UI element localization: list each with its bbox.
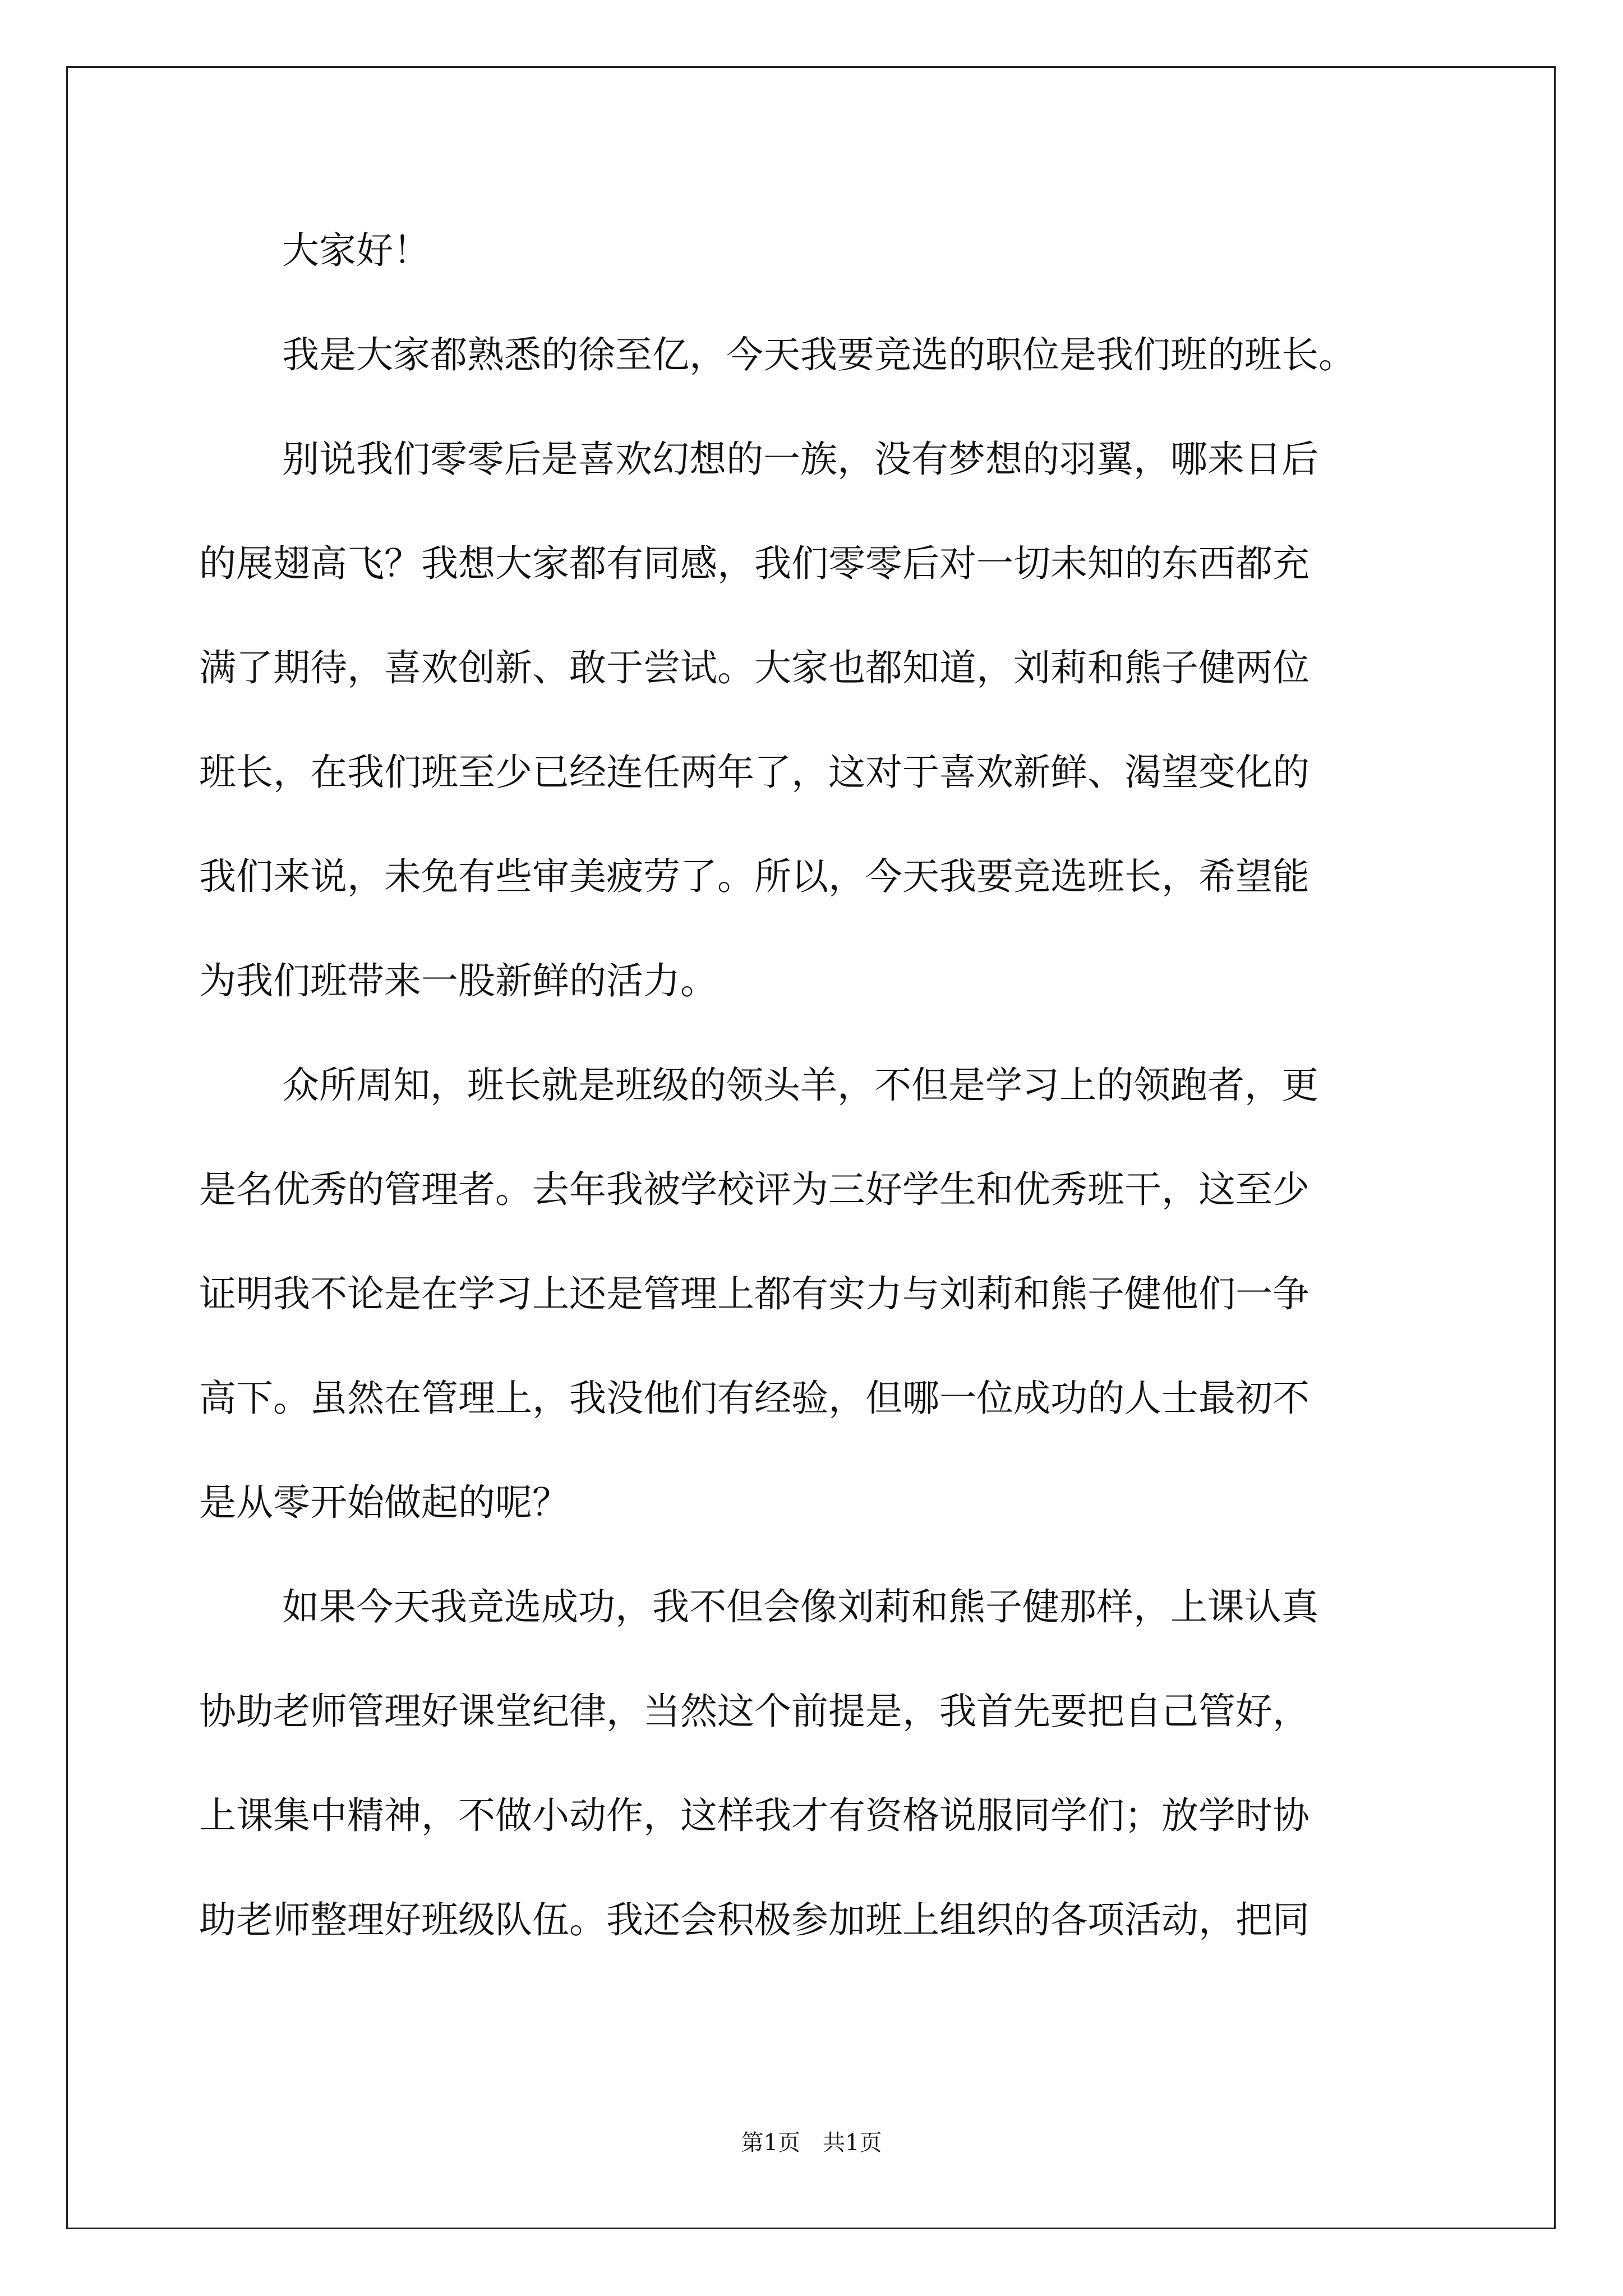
paragraph-line: 的展翅高飞？我想大家都有同感，我们零零后对一切未知的东西都充 <box>199 542 1310 585</box>
paragraph-line: 高下。虽然在管理上，我没他们有经验，但哪一位成功的人士最初不 <box>199 1377 1310 1420</box>
paragraph-line: 为我们班带来一股新鲜的活力。 <box>199 959 717 1002</box>
paragraph-line: 众所周知，班长就是班级的领头羊，不但是学习上的领跑者，更 <box>282 1064 1318 1107</box>
page-number-total: 共1页 <box>823 2130 882 2156</box>
paragraph-line: 证明我不论是在学习上还是管理上都有实力与刘莉和熊子健他们一争 <box>199 1272 1310 1315</box>
paragraph-line: 是名优秀的管理者。去年我被学校评为三好学生和优秀班干，这至少 <box>199 1168 1310 1211</box>
paragraph-line: 助老师整理好班级队伍。我还会积极参加班上组织的各项活动，把同 <box>199 1898 1310 1941</box>
paragraph-line: 我们来说，未免有些审美疲劳了。所以，今天我要竞选班长，希望能 <box>199 855 1310 898</box>
paragraph-line: 大家好！ <box>282 229 430 272</box>
paragraph-line: 别说我们零零后是喜欢幻想的一族，没有梦想的羽翼，哪来日后 <box>282 438 1318 481</box>
paragraph-line: 如果今天我竞选成功，我不但会像刘莉和熊子健那样，上课认真 <box>282 1585 1318 1628</box>
page-footer <box>0 2126 1623 2160</box>
paragraph-line: 是从零开始做起的呢？ <box>199 1481 569 1524</box>
paragraph-line: 满了期待，喜欢创新、敢于尝试。大家也都知道，刘莉和熊子健两位 <box>199 646 1310 689</box>
paragraph-line: 上课集中精神，不做小动作，这样我才有资格说服同学们；放学时协 <box>199 1794 1310 1837</box>
paragraph-line: 协助老师管理好课堂纪律，当然这个前提是，我首先要把自己管好， <box>199 1690 1310 1733</box>
page-number-current: 第1页 <box>741 2130 800 2156</box>
paragraph-line: 班长，在我们班至少已经连任两年了，这对于喜欢新鲜、渴望变化的 <box>199 751 1310 794</box>
paragraph-line: 我是大家都熟悉的徐至亿，今天我要竞选的职位是我们班的班长。 <box>282 333 1355 376</box>
